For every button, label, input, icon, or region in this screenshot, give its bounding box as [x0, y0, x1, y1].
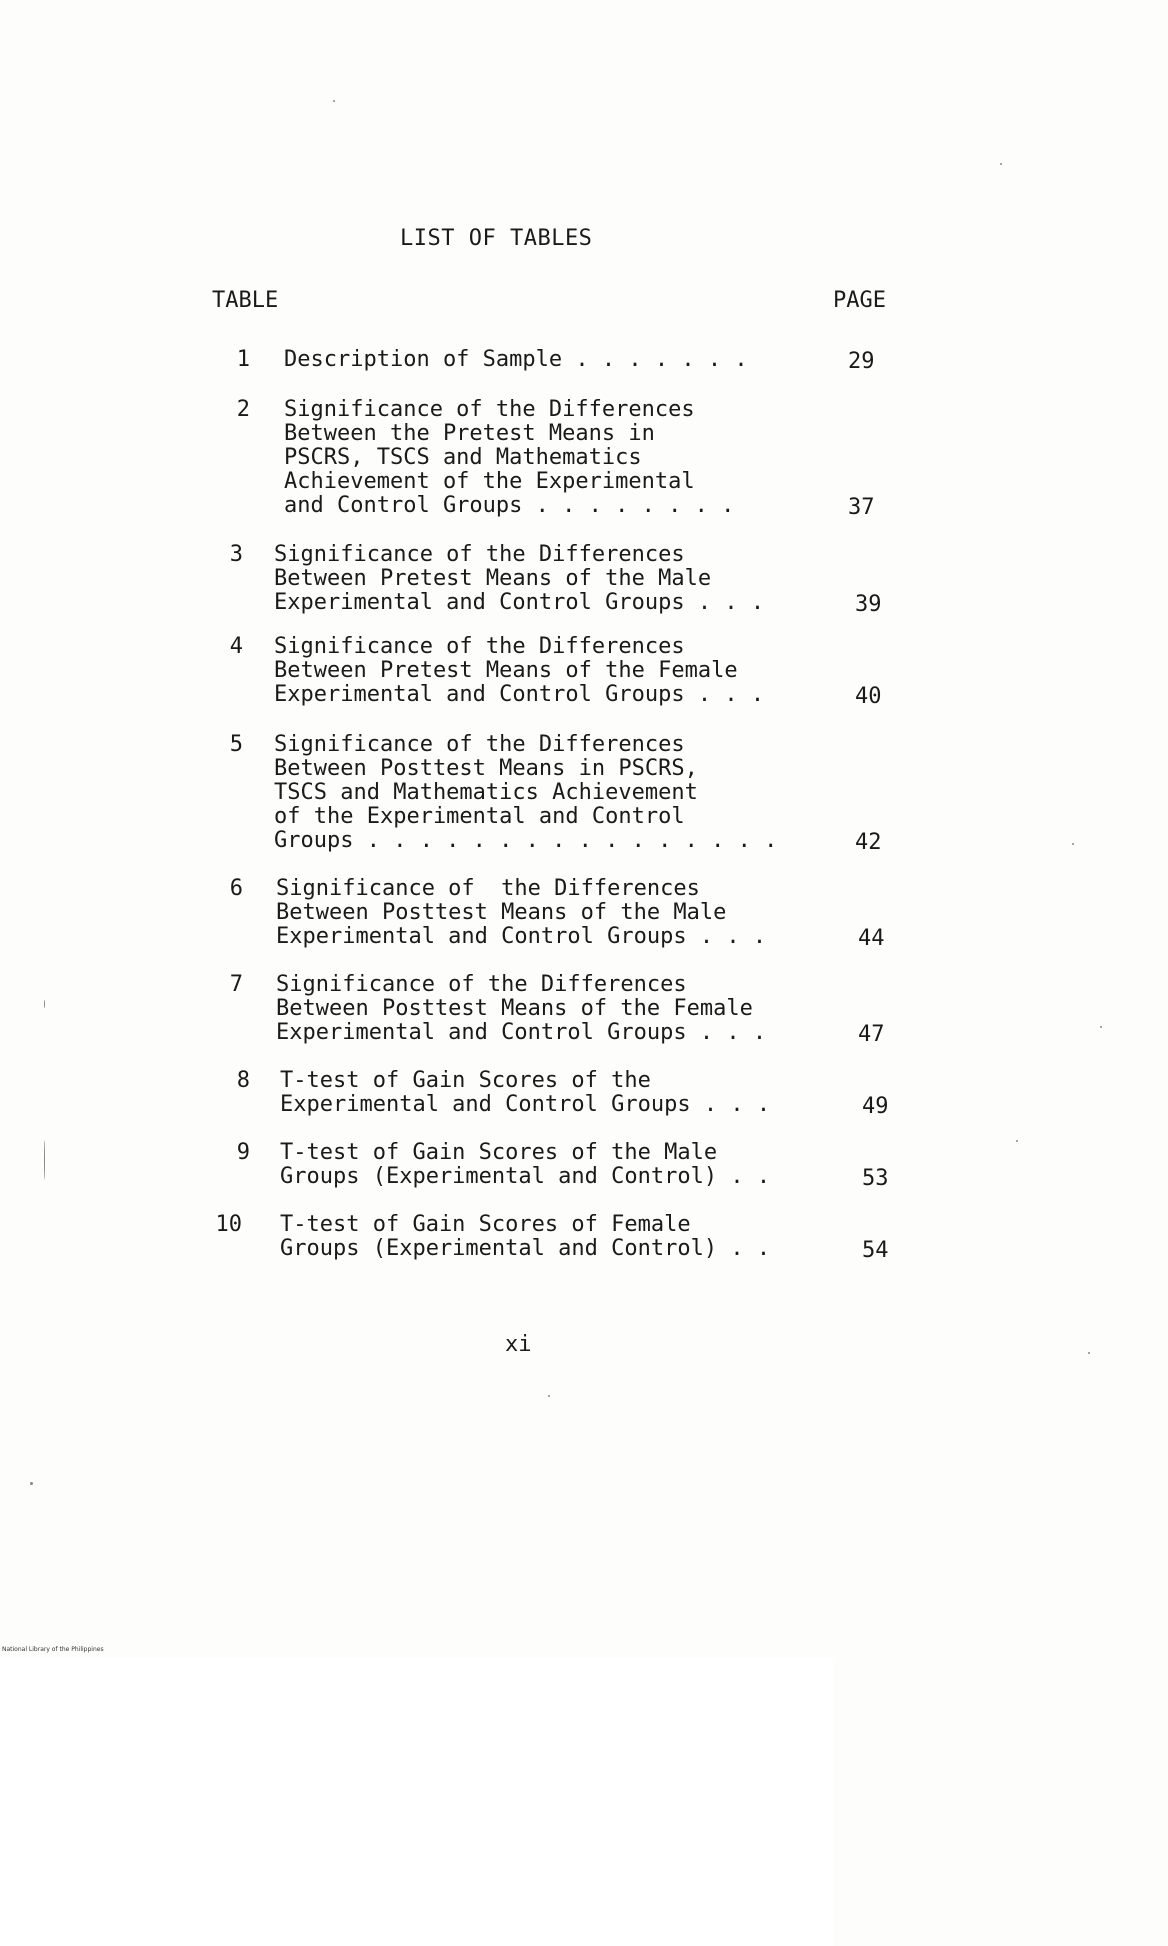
- table-entry-number: 7: [229, 972, 243, 997]
- table-entry-page: 44: [858, 926, 885, 951]
- table-entry-line: Significance of the Differences: [276, 972, 687, 997]
- scan-speck: [548, 1395, 550, 1397]
- page-title: LIST OF TABLES: [400, 226, 593, 251]
- table-entry-line: Experimental and Control Groups . . .: [276, 924, 767, 949]
- table-entry-line: Significance of the Differences: [274, 634, 685, 659]
- table-entry-number: 1: [236, 347, 250, 372]
- table-entry-line: Description of Sample . . . . . . .: [284, 347, 748, 372]
- table-entry-line: Achievement of the Experimental: [284, 469, 695, 494]
- table-entry-page: 29: [848, 349, 875, 374]
- table-entry-line: PSCRS, TSCS and Mathematics: [284, 445, 642, 470]
- table-entry-number: 2: [236, 397, 250, 422]
- scan-speck: [1088, 1352, 1090, 1354]
- table-entry-number: 10: [215, 1212, 242, 1237]
- table-entry-line: Between Posttest Means of the Male: [276, 900, 727, 925]
- table-entry-line: T-test of Gain Scores of Female: [280, 1212, 691, 1237]
- table-entry-line: Between Posttest Means of the Female: [276, 996, 753, 1021]
- table-entry-line: Between Pretest Means of the Male: [274, 566, 712, 591]
- scan-speck: [1100, 1026, 1102, 1028]
- table-entry-line: Between the Pretest Means in: [284, 421, 655, 446]
- table-entry-page: 49: [862, 1094, 889, 1119]
- table-entry-line: Significance of the Differences: [284, 397, 695, 422]
- scan-speck: [44, 1000, 45, 1008]
- scan-speck: [1000, 163, 1002, 165]
- scan-speck: [333, 100, 335, 102]
- table-entry-line: TSCS and Mathematics Achievement: [274, 780, 698, 805]
- table-entry-line: Experimental and Control Groups . . .: [274, 682, 765, 707]
- table-entry-line: Experimental and Control Groups . . .: [274, 590, 765, 615]
- table-entry-number: 6: [229, 876, 243, 901]
- library-imprint: National Library of the Philippines: [2, 1646, 104, 1653]
- table-entry-line: T-test of Gain Scores of the: [280, 1068, 651, 1093]
- page-number: xi: [505, 1332, 532, 1357]
- table-entry-line: Significance of the Differences: [276, 876, 700, 901]
- table-entry-line: of the Experimental and Control: [274, 804, 685, 829]
- table-entry-line: T-test of Gain Scores of the Male: [280, 1140, 718, 1165]
- table-entry-line: Groups (Experimental and Control) . .: [280, 1164, 771, 1189]
- scan-speck: [44, 1140, 45, 1180]
- table-entry-line: Between Pretest Means of the Female: [274, 658, 738, 683]
- table-entry-number: 8: [236, 1068, 250, 1093]
- table-entry-page: 54: [862, 1238, 889, 1263]
- table-entry-page: 47: [858, 1022, 885, 1047]
- table-entry-page: 53: [862, 1166, 889, 1191]
- table-entry-number: 3: [229, 542, 243, 567]
- table-entry-page: 42: [855, 830, 882, 855]
- table-entry-line: Groups . . . . . . . . . . . . . . . .: [274, 828, 778, 853]
- page-column-heading: PAGE: [833, 288, 1168, 1946]
- table-entry-line: Experimental and Control Groups . . .: [280, 1092, 771, 1117]
- table-entry-line: Significance of the Differences: [274, 732, 685, 757]
- table-entry-page: 39: [855, 592, 882, 617]
- table-entry-line: Significance of the Differences: [274, 542, 685, 567]
- table-entry-number: 9: [236, 1140, 250, 1165]
- table-entry-number: 4: [229, 634, 243, 659]
- scan-speck: [1016, 1140, 1018, 1142]
- table-entry-line: and Control Groups . . . . . . . .: [284, 493, 735, 518]
- table-entry-number: 5: [229, 732, 243, 757]
- table-entry-line: Groups (Experimental and Control) . .: [280, 1236, 771, 1261]
- scan-speck: [30, 1482, 33, 1485]
- table-entry-page: 40: [855, 684, 882, 709]
- table-column-heading: TABLE: [212, 288, 279, 313]
- table-entry-page: 37: [848, 495, 875, 520]
- table-entry-line: Between Posttest Means in PSCRS,: [274, 756, 698, 781]
- scan-speck: [1072, 843, 1074, 845]
- table-entry-line: Experimental and Control Groups . . .: [276, 1020, 767, 1045]
